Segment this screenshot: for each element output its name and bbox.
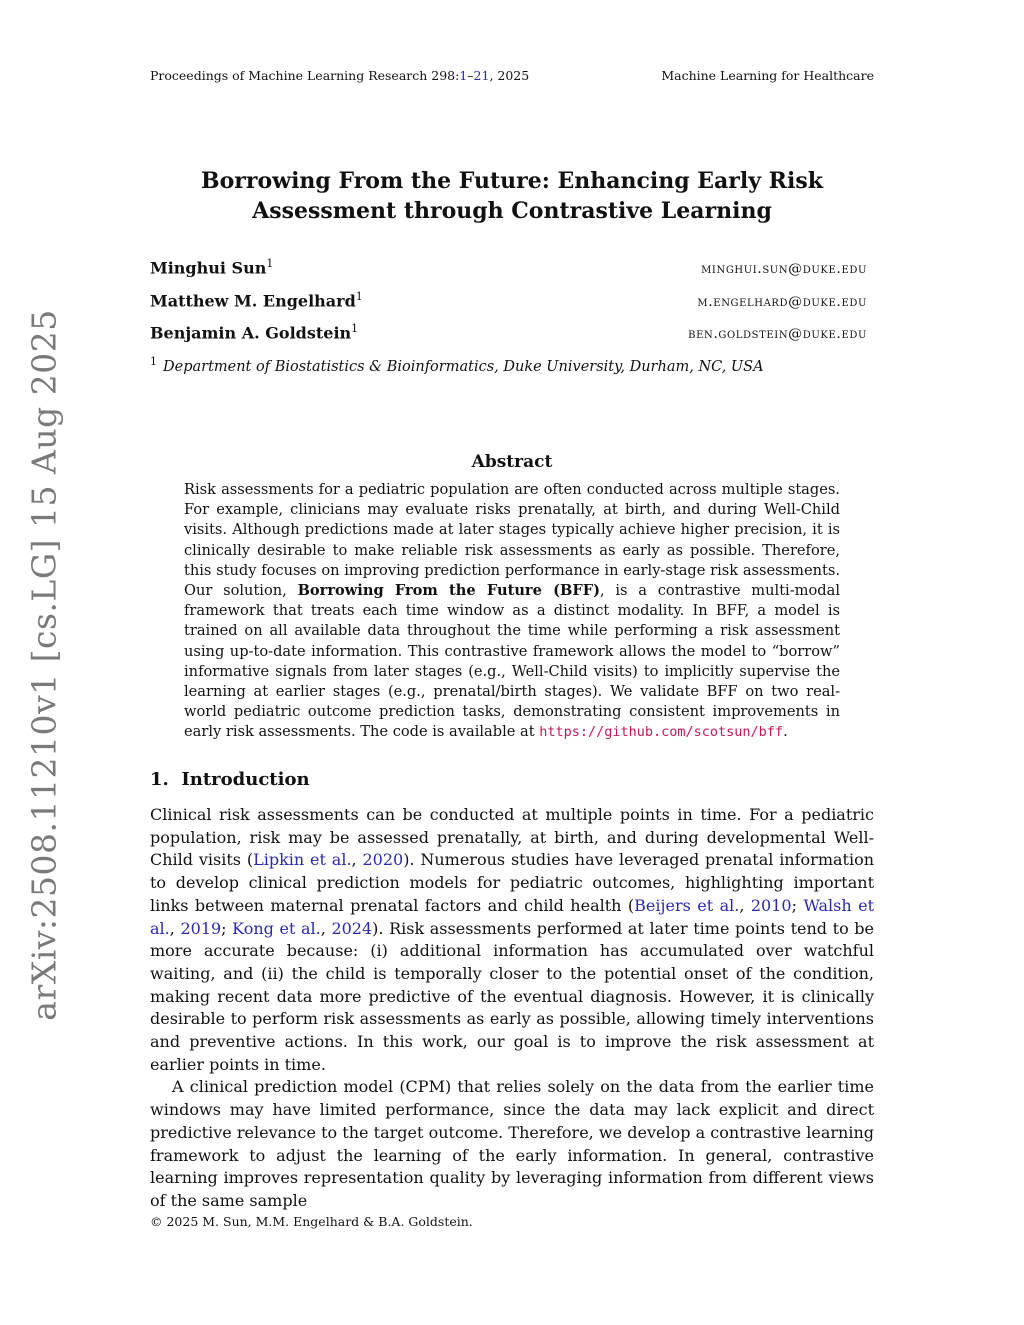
page-end-link[interactable]: 21 (473, 68, 490, 83)
author-email[interactable]: minghui.sun@duke.edu (701, 261, 867, 278)
running-header-left (150, 68, 529, 83)
author-name-text: Matthew M. Engelhard (150, 291, 356, 311)
author-row (150, 257, 867, 277)
proceedings-label: Proceedings of Machine Learning Research 298: (150, 68, 460, 83)
abstract-heading: Abstract (471, 452, 553, 472)
title-line-2: Assessment through Contrastive Learning (252, 198, 772, 224)
author-name (150, 257, 273, 277)
arxiv-stamp-text: arXiv:2508.11210v1 [cs.LG] 15 Aug 2025 (24, 309, 64, 1021)
paragraph-text: ). Numerous studies have leveraged prenatal information to develop clinical prediction models for pediatric outcomes, highlighting important links between maternal prenatal factors and child health ( (150, 850, 875, 915)
author-name-text: Benjamin A. Goldstein (150, 323, 352, 343)
author-email[interactable]: ben.goldstein@duke.edu (688, 326, 867, 343)
paragraph: A clinical prediction model (CPM) that relies solely on the data from the earlier time windows may have limited performance, since the data may lack explicit and direct predictive relevance to the target outcome. Therefore, we develop a contrastive learning framework to adjust the learning of the early information. In general, contrastive learning improves representation quality by leveraging information from different views of the same sample (150, 1077, 874, 1210)
author-affil-mark: 1 (351, 322, 359, 335)
abstract-text: Risk assessments for a pediatric population are often conducted across multiple stages. For example, clinicians may evaluate risks prenatally, at birth, and during Well-Child visits. Although predictions made at later stages typically achieve higher precision, it is clinically desirable to make reliable risk assessments as early as possible. Therefore, this study focuses on improving prediction performance in early-stage risk assessments. Our solution, (184, 481, 840, 600)
title-line-1: Borrowing From the Future: Enhancing Early Risk (201, 168, 823, 194)
author-name (150, 290, 363, 310)
citation-link[interactable]: Lipkin et al. (253, 850, 352, 870)
citation-link[interactable]: 2019 (180, 918, 222, 938)
copyright-footer: © 2025 M. Sun, M.M. Engelhard & B.A. Goldstein. (150, 1214, 473, 1229)
citation-separator: , (739, 895, 751, 915)
citation-separator: ; (791, 895, 804, 915)
citation-link[interactable]: 2024 (331, 918, 373, 938)
paper-title (150, 166, 874, 226)
arxiv-side-stamp (20, 309, 68, 1021)
citation-separator: , (320, 918, 332, 938)
author-affil-mark: 1 (266, 257, 274, 270)
author-row (150, 322, 867, 342)
author-email[interactable]: m.engelhard@duke.edu (697, 294, 867, 311)
abstract-method-name: Borrowing From the Future (BFF) (297, 582, 600, 600)
abstract-text: . (783, 723, 788, 741)
introduction-body (150, 804, 874, 1213)
affiliation-mark: 1 (150, 355, 157, 368)
citation-link[interactable]: Walsh et al. (150, 895, 875, 938)
page-range-dash: – (467, 68, 474, 83)
author-affil-mark: 1 (355, 290, 363, 303)
author-name-text: Minghui Sun (150, 258, 267, 278)
paragraph-text: ). Risk assessments performed at later time points tend to be more accurate because: (i) additional information has accumulated over watchful waiting, and (ii) the child is temporally closer to the potential onset of the condition, making recent data more predictive of the eventual diagnosis. However, it is clinically desirable to perform risk assessments as early as possible, allowing timely interventions and preventive actions. In this work, our goal is to improve the risk assessment at earlier points in time. (150, 918, 875, 1074)
section-number: 1. (150, 769, 169, 790)
author-row (150, 290, 867, 310)
code-url-link[interactable]: https://github.com/scotsun/bff (539, 724, 784, 741)
paragraph-text: Clinical risk assessments can be conducted at multiple points in time. For a pediatric population, risk may be assessed prenatally, at birth, and during developmental Well-Child visits ( (150, 805, 874, 870)
page-start-link[interactable]: 1 (459, 68, 468, 83)
section-heading (150, 769, 310, 790)
citation-link[interactable]: Beijers et al. (634, 895, 740, 915)
affiliation (150, 355, 764, 375)
abstract-text: , is a contrastive multi-modal framework that treats each time window as a distinct modality. In BFF, a model is trained on all available data throughout the time while performing a risk assessment using up-to-date information. This contrastive framework allows the model to “borrow” informative signals from later stages (e.g., Well-Child visits) to implicitly supervise the learning at earlier stages (e.g., prenatal/birth stages). We validate BFF on two real-world pediatric outcome prediction tasks, demonstrating consistent improvements in early risk assessments. The code is available at (184, 582, 840, 741)
section-title: Introduction (181, 769, 310, 790)
citation-separator: , (351, 850, 363, 870)
author-name (150, 322, 358, 342)
running-header-right: Machine Learning for Healthcare (661, 68, 874, 83)
citation-link[interactable]: 2020 (362, 850, 404, 870)
proceedings-year: , 2025 (489, 68, 530, 83)
abstract-body (184, 480, 840, 743)
citation-link[interactable]: 2010 (750, 895, 792, 915)
citation-separator: ; (221, 918, 233, 938)
citation-separator: , (169, 918, 181, 938)
citation-link[interactable]: Kong et al. (232, 918, 321, 938)
paragraph (150, 804, 874, 1076)
affiliation-text: Department of Biostatistics & Bioinformatics, Duke University, Durham, NC, USA (163, 358, 764, 375)
